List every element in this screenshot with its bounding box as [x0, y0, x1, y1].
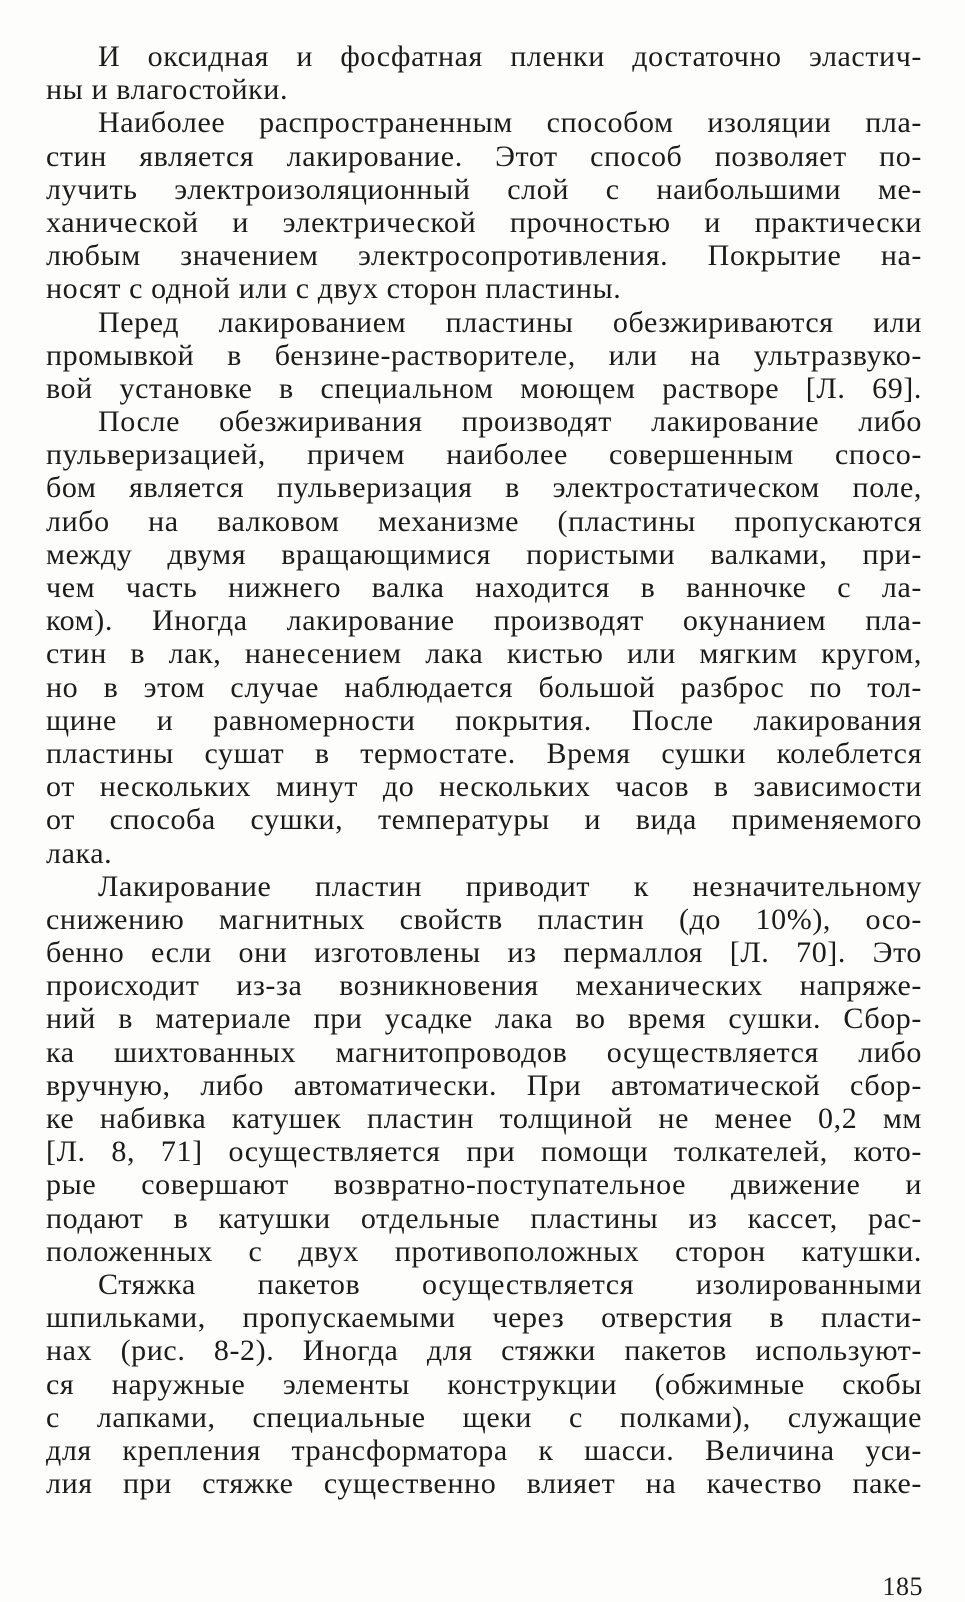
text-line: от способа сушки, температуры и вида применяемого — [46, 803, 922, 837]
text-line: Перед лакированием пластины обезжириваются или — [98, 305, 922, 339]
text-line: от нескольких минут до нескольких часов в зависимости — [46, 770, 922, 804]
text-line: снижению магнитных свойств пластин (до 10%), осо- — [46, 902, 922, 936]
page-body — [46, 40, 922, 1500]
text-line: ний в материале при усадке лака во время сушки. Сбор- — [46, 1002, 922, 1036]
text-line: стин является лакирование. Этот способ позволяет по- — [46, 139, 922, 173]
text-line: бом является пульверизация в электростатическом поле, — [46, 471, 922, 505]
text-line: любым значением электросопротивления. Покрытие на- — [46, 239, 922, 273]
text-line: вручную, либо автоматически. При автоматической сбор- — [46, 1068, 922, 1102]
text-line: лака. — [46, 836, 113, 870]
text-line: для крепления трансформатора к шасси. Величина уси- — [46, 1433, 922, 1467]
paragraph-1 — [46, 40, 922, 106]
paragraph-6 — [46, 1268, 922, 1500]
text-line: подают в катушки отдельные пластины из кассет, рас- — [46, 1201, 922, 1235]
text-line: вой установке в специальном моющем растворе [Л. 69]. — [46, 371, 922, 405]
text-line: пластины сушат в термостате. Время сушки колеблется — [46, 736, 922, 770]
text-line: чем часть нижнего валка находится в ванночке с ла- — [46, 571, 922, 604]
text-line: ханической и электрической прочностью и практически — [46, 205, 922, 239]
text-line: Наиболее распространенным способом изоляции пла- — [98, 106, 922, 140]
text-line: нах (рис. 8-2). Иногда для стяжки пакетов используют- — [46, 1334, 922, 1368]
text-line: ны и влагостойки. — [46, 73, 289, 107]
paragraph-2 — [46, 106, 922, 305]
text-line: происходит из-за возникновения механических напряже- — [46, 969, 922, 1003]
text-line: ке набивка катушек пластин толщиной не менее 0,2 мм — [46, 1102, 922, 1135]
text-line: положенных с двух противоположных сторон катушки. — [46, 1234, 922, 1268]
text-line: ка шихтованных магнитопроводов осуществляется либо — [46, 1035, 922, 1069]
text-line: лучить электроизоляционный слой с наибольшими ме- — [46, 172, 922, 206]
text-line: ся наружные элементы конструкции (обжимные скобы — [46, 1367, 922, 1401]
text-line: шпильками, пропускаемыми через отверстия в пласти- — [46, 1301, 922, 1335]
text-line: между двумя вращающимися пористыми валками, при- — [46, 537, 922, 571]
text-line: щине и равномерности покрытия. После лакирования — [46, 703, 922, 737]
page-number: 185 — [882, 1572, 923, 1601]
text-line: стин в лак, нанесением лака кистью или мягким кругом, — [46, 637, 922, 671]
text-line: с лапками, специальные щеки с полками), служащие — [46, 1400, 922, 1434]
text-line: Лакирование пластин приводит к незначительному — [98, 869, 922, 903]
paragraph-4 — [46, 405, 922, 870]
text-line: пульверизацией, причем наиболее совершенным спосо- — [46, 438, 922, 472]
text-line: либо на валковом механизме (пластины пропускаются — [46, 504, 922, 538]
text-line: Стяжка пакетов осуществляется изолированными — [98, 1267, 922, 1301]
text-line: [Л. 8, 71] осуществляется при помощи толкателей, кото- — [46, 1135, 922, 1169]
text-line: И оксидная и фосфатная пленки достаточно эластич- — [98, 40, 922, 73]
paragraph-5 — [46, 870, 922, 1268]
text-line: промывкой в бензине-растворителе, или на ультразвуко- — [46, 338, 922, 372]
text-line: После обезжиривания производят лакирование либо — [98, 405, 922, 439]
text-line: ком). Иногда лакирование производят окунанием пла- — [46, 604, 922, 638]
text-line: бенно если они изготовлены из пермаллоя [Л. 70]. Это — [46, 936, 922, 970]
text-line: но в этом случае наблюдается большой разброс по тол- — [46, 670, 922, 704]
text-line: рые совершают возвратно-поступательное движение и — [46, 1168, 922, 1202]
paragraph-3 — [46, 306, 922, 406]
text-line: лия при стяжке существенно влияет на качество паке- — [46, 1467, 922, 1501]
text-line: носят с одной или с двух сторон пластины. — [46, 272, 622, 306]
